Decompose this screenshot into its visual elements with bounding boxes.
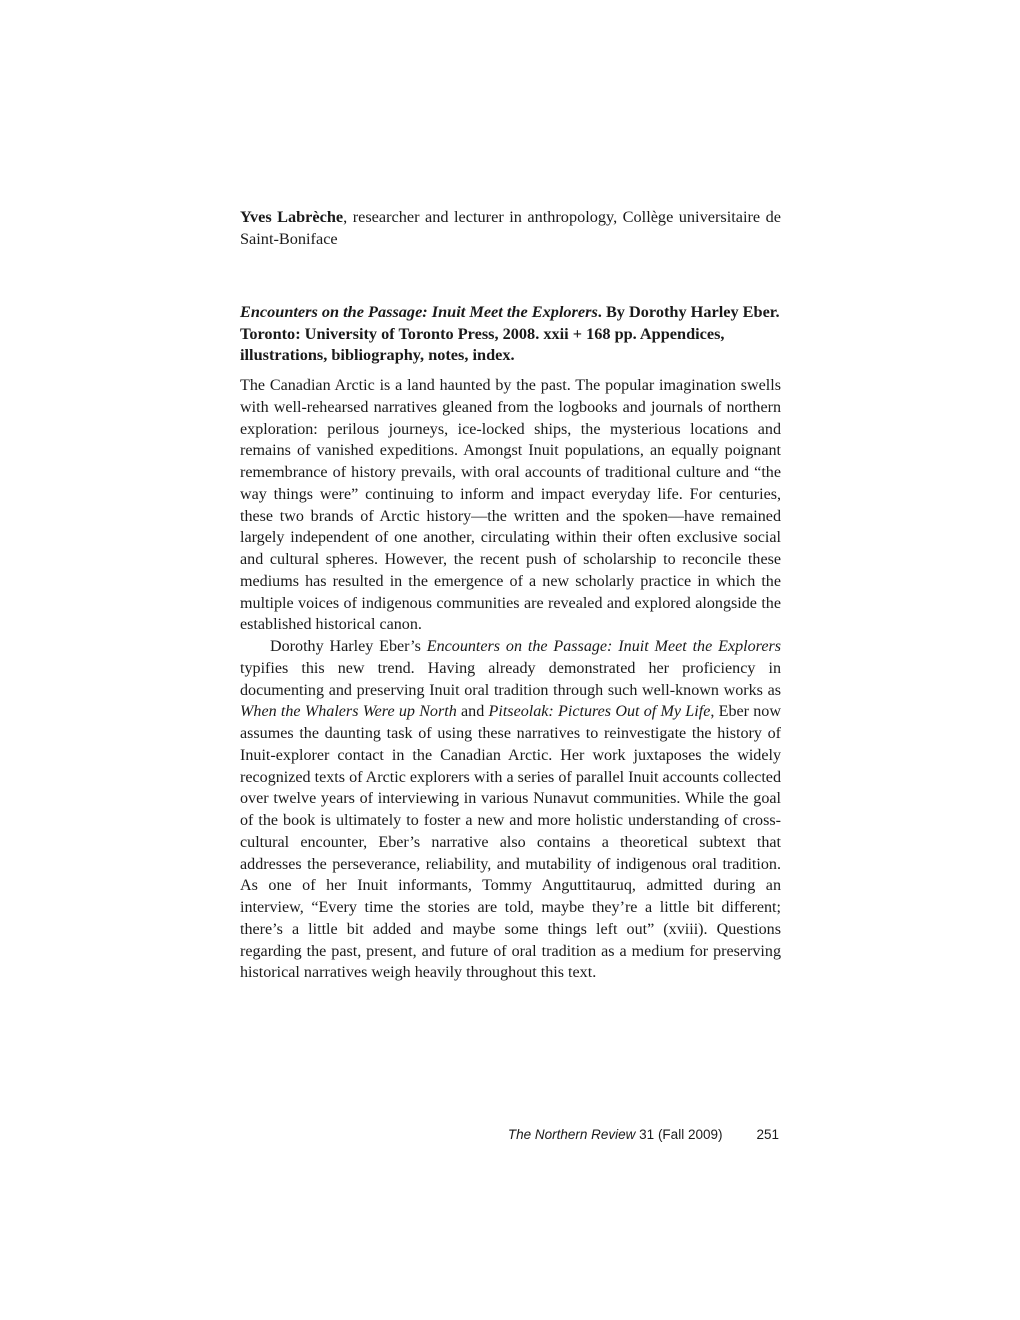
paragraph-1: The Canadian Arctic is a land haunted by the past. The popular imagination swells with well-rehearsed narratives gleaned from the logbooks and journals of northern exploration: perilous journeys, ice-locked ships, the mysterious locations and remains of vanished expeditions. Amongst Inuit populations, an equally poignant remembrance of history prevails, with oral accounts of traditional culture and “the way things were” continuing to inform and impact everyday life. For centuries, these two brands of Arctic history—the written and the spoken—have remained largely independent of one another, circulating within their often exclusive social and cultural spheres. However, the recent push of scholarship to reconcile these mediums has resulted in the emergence of a new scholarly practice in which the multiple voices of indigenous communities are revealed and explored alongside the established historical canon. bbox=[240, 377, 781, 634]
author-name: Yves Labrèche bbox=[240, 207, 344, 226]
author-bio bbox=[240, 206, 781, 250]
paragraph-2-part-a: Dorothy Harley Eber’s bbox=[270, 638, 427, 655]
book-title-ref: Encounters on the Passage: Inuit Meet the Explorers bbox=[426, 638, 781, 655]
review-heading bbox=[240, 301, 781, 366]
book-title: Encounters on the Passage: Inuit Meet the Explorers bbox=[240, 302, 598, 321]
book-title-pitseolak: Pitseolak: Pictures Out of My Life bbox=[488, 703, 711, 721]
review-body bbox=[240, 375, 781, 984]
book-citation: . By Dorothy Harley Eber. Toronto: University of Toronto Press, 2008. xxii + 168 pp. Appendices, illustrations, bibliography, notes, index. bbox=[240, 302, 780, 365]
journal-issue: 31 (Fall 2009) bbox=[635, 1127, 723, 1142]
journal-name: The Northern Review bbox=[507, 1127, 636, 1142]
paragraph-2-part-b: typifies this new trend. Having already demonstrated her proficiency in documenting and preserving Inuit oral tradition through such well-known works as bbox=[240, 659, 781, 699]
paragraph-2-part-d: , Eber now assumes the daunting task of using these narratives to reinvestigate the history of Inuit-explorer contact in the Canadian Arctic. Her work juxtaposes the widely recognized texts of Arctic explorers with a series of parallel Inuit accounts collected over twelve years of interviewing in various Nunavut communities. While the goal of the book is ultimately to foster a new and more holistic understanding of cross-cultural encounter, Eber’s narrative also contains a theoretical subtext that addresses the perseverance, reliability, and mutability of indigenous oral tradition. As one of her Inuit informants, Tommy Anguttitauruq, admitted during an interview, “Every time the stories are told, maybe they’re a little bit different; there’s a little bit added and maybe some things left out” (xviii). Questions regarding the past, present, and future of oral tradition as a medium for preserving historical narratives weigh heavily throughout this text. bbox=[240, 703, 781, 982]
paragraph-2-part-c: and bbox=[456, 703, 489, 721]
book-title-whalers: When the Whalers Were up North bbox=[240, 703, 457, 721]
author-affiliation: , researcher and lecturer in anthropology, Collège universitaire de Saint-Boniface bbox=[240, 207, 781, 248]
page-footer bbox=[240, 1125, 779, 1145]
paragraph-2 bbox=[240, 636, 781, 984]
page-number: 251 bbox=[756, 1127, 779, 1142]
